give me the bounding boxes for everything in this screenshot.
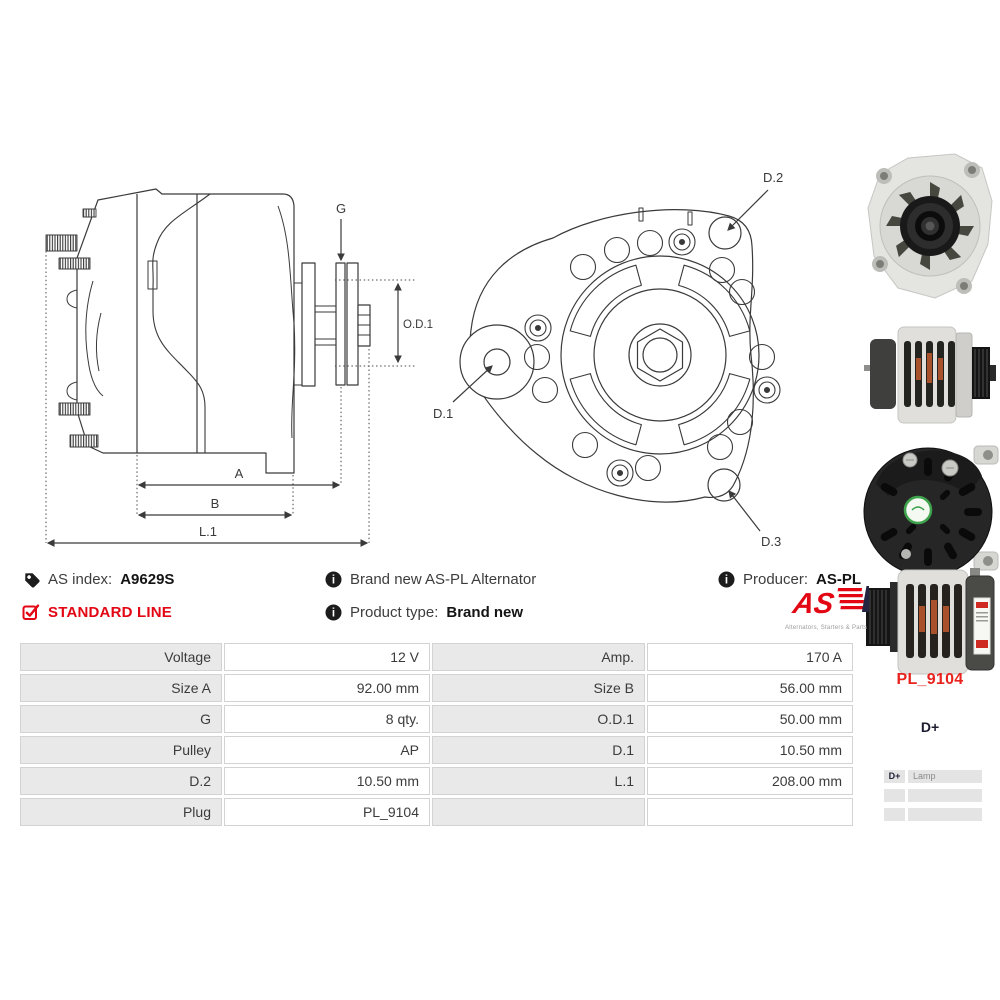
svg-text:i: i: [331, 607, 336, 620]
pinout-pin: D+: [884, 770, 905, 783]
spec-label: Pulley: [20, 736, 222, 764]
info-icon: [325, 604, 342, 621]
tag-icon: [22, 570, 40, 588]
spec-value: 12 V: [224, 643, 430, 671]
as-index-row: [22, 568, 174, 590]
front-view-drawing: [425, 150, 855, 565]
spec-label: Plug: [20, 798, 222, 826]
terminal-label: D+: [920, 719, 940, 735]
spec-label: D.2: [20, 767, 222, 795]
pinout-desc: [908, 808, 982, 821]
spec-label: Size A: [20, 674, 222, 702]
spec-value: 8 qty.: [224, 705, 430, 733]
spec-label: Voltage: [20, 643, 222, 671]
pinout-desc: [908, 789, 982, 802]
spec-label: Amp.: [432, 643, 645, 671]
description-row: [325, 568, 536, 590]
standard-line-row: [22, 601, 172, 623]
dim-label-d1: D.1: [433, 406, 454, 421]
pinout-pin: [884, 808, 905, 821]
product-type-label: Product type:: [350, 603, 439, 621]
spec-label: D.1: [432, 736, 645, 764]
spec-value: [647, 798, 853, 826]
as-pl-logo: [783, 583, 869, 635]
side-view-drawing: [15, 163, 435, 568]
svg-text:i: i: [724, 574, 729, 587]
spec-label: Size B: [432, 674, 645, 702]
producer-label: Producer:: [743, 570, 809, 588]
product-type-row: [325, 601, 523, 623]
product-photo-side-left: [862, 548, 1000, 688]
product-photo-side-right: [862, 303, 1000, 441]
product-photo-front: [860, 146, 1000, 306]
spec-value: 170 A: [647, 643, 853, 671]
pinout-desc: Lamp: [908, 770, 982, 783]
dim-label-od1: O.D.1: [403, 319, 434, 331]
spec-value: 56.00 mm: [647, 674, 853, 702]
spec-value: 92.00 mm: [224, 674, 430, 702]
spec-label: L.1: [432, 767, 645, 795]
spec-label: O.D.1: [432, 705, 645, 733]
dim-label-b: B: [210, 496, 220, 511]
standard-line-label: STANDARD LINE: [48, 603, 172, 621]
spec-value: PL_9104: [224, 798, 430, 826]
spec-label: G: [20, 705, 222, 733]
info-icon: [325, 571, 342, 588]
info-icon: [718, 571, 735, 588]
dim-label-d3: D.3: [761, 534, 782, 549]
description-text: Brand new AS-PL Alternator: [350, 570, 537, 588]
spec-value: 50.00 mm: [647, 705, 853, 733]
logo-tagline: Alternators, Starters & Parts: [785, 625, 867, 631]
spec-value: 10.50 mm: [647, 736, 853, 764]
spec-label: [432, 798, 645, 826]
as-index-value: A9629S: [120, 570, 175, 588]
dim-label-a: A: [234, 466, 244, 481]
checkbox-checked-icon: [22, 603, 40, 621]
logo-text: AS: [790, 588, 837, 620]
pinout-pin: [884, 789, 905, 802]
spec-value: 10.50 mm: [224, 767, 430, 795]
product-type-value: Brand new: [446, 603, 524, 621]
pinout-table: [884, 770, 982, 821]
producer-value: AS-PL: [816, 570, 862, 588]
svg-text:i: i: [331, 574, 336, 587]
dim-label-d2: D.2: [763, 170, 784, 185]
spec-value: AP: [224, 736, 430, 764]
spec-value: 208.00 mm: [647, 767, 853, 795]
as-index-label: AS index:: [48, 570, 113, 588]
dim-label-l1: L.1: [198, 524, 218, 539]
spec-table: [20, 643, 853, 826]
plug-code: PL_9104: [896, 671, 964, 688]
dim-label-g: G: [335, 201, 347, 216]
